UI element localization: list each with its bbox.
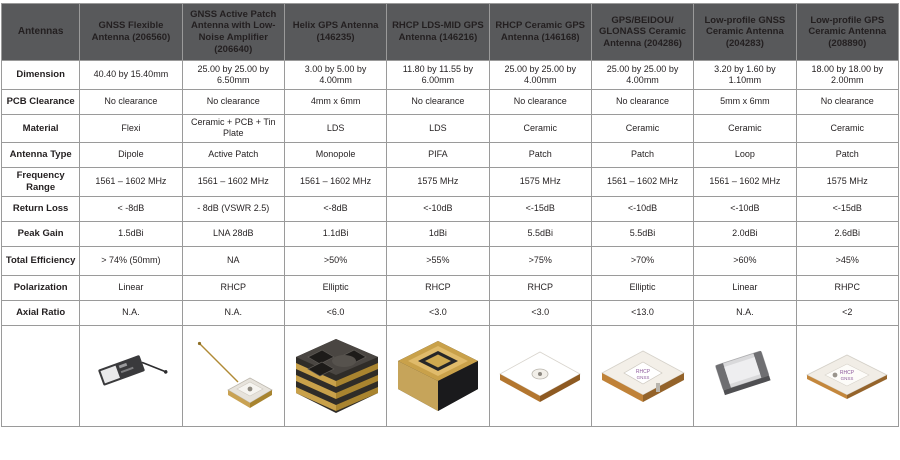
low-profile-ceramic-antenna-photo — [797, 326, 898, 426]
cell-product-image-4 — [387, 325, 489, 426]
cell-material-1: Flexi — [80, 115, 182, 143]
cell-frequency-range-7: 1561 – 1602 MHz — [694, 167, 796, 196]
cell-peak-gain-2: LNA 28dB — [182, 221, 284, 246]
cell-polarization-3: Elliptic — [284, 275, 386, 300]
cell-axial-ratio-5: <3.0 — [489, 300, 591, 325]
cell-product-image-3 — [284, 325, 386, 426]
cell-polarization-2: RHCP — [182, 275, 284, 300]
cell-return-loss-2: - 8dB (VSWR 2.5) — [182, 196, 284, 221]
row-label-product-image — [2, 325, 80, 426]
cell-material-6: Ceramic — [591, 115, 693, 143]
table-row — [2, 167, 899, 196]
active-patch-antenna-photo — [183, 326, 284, 426]
cell-antenna-type-2: Active Patch — [182, 142, 284, 167]
table-row — [2, 275, 899, 300]
row-label-frequency-range: Frequency Range — [2, 167, 80, 196]
cell-axial-ratio-1: N.A. — [80, 300, 182, 325]
cell-material-8: Ceramic — [796, 115, 898, 143]
cell-return-loss-5: <-15dB — [489, 196, 591, 221]
cell-product-image-7 — [694, 325, 796, 426]
cell-frequency-range-2: 1561 – 1602 MHz — [182, 167, 284, 196]
cell-polarization-6: Elliptic — [591, 275, 693, 300]
cell-frequency-range-5: 1575 MHz — [489, 167, 591, 196]
cell-frequency-range-4: 1575 MHz — [387, 167, 489, 196]
cell-peak-gain-8: 2.6dBi — [796, 221, 898, 246]
cell-dimension-1: 40.40 by 15.40mm — [80, 61, 182, 90]
cell-axial-ratio-3: <6.0 — [284, 300, 386, 325]
cell-product-image-8 — [796, 325, 898, 426]
column-header-4: RHCP LDS-MID GPS Antenna (146216) — [387, 4, 489, 61]
cell-pcb-clearance-8: No clearance — [796, 90, 898, 115]
table-row-product-images — [2, 325, 899, 426]
low-profile-chip-antenna-photo — [694, 326, 795, 426]
cell-dimension-2: 25.00 by 25.00 by 6.50mm — [182, 61, 284, 90]
cell-peak-gain-4: 1dBi — [387, 221, 489, 246]
table-row — [2, 221, 899, 246]
svg-text:GNSS: GNSS — [636, 374, 649, 380]
table-body — [2, 61, 899, 427]
cell-pcb-clearance-4: No clearance — [387, 90, 489, 115]
cell-antenna-type-1: Dipole — [80, 142, 182, 167]
table-row — [2, 246, 899, 275]
antenna-comparison-table — [1, 3, 899, 427]
cell-polarization-8: RHPC — [796, 275, 898, 300]
ceramic-patch-antenna-photo — [490, 326, 591, 426]
cell-product-image-2 — [182, 325, 284, 426]
header-corner-label: Antennas — [2, 4, 80, 61]
cell-axial-ratio-8: <2 — [796, 300, 898, 325]
cell-pcb-clearance-5: No clearance — [489, 90, 591, 115]
gnss-ceramic-patch-antenna-photo — [592, 326, 693, 426]
cell-polarization-7: Linear — [694, 275, 796, 300]
cell-axial-ratio-6: <13.0 — [591, 300, 693, 325]
cell-polarization-1: Linear — [80, 275, 182, 300]
column-header-7: Low-profile GNSS Ceramic Antenna (204283) — [694, 4, 796, 61]
cell-pcb-clearance-6: No clearance — [591, 90, 693, 115]
cell-antenna-type-6: Patch — [591, 142, 693, 167]
cell-dimension-6: 25.00 by 25.00 by 4.00mm — [591, 61, 693, 90]
row-label-dimension: Dimension — [2, 61, 80, 90]
svg-text:GNSS: GNSS — [840, 375, 854, 381]
svg-text:RHCP: RHCP — [635, 368, 650, 375]
cell-peak-gain-3: 1.1dBi — [284, 221, 386, 246]
cell-antenna-type-4: PIFA — [387, 142, 489, 167]
row-label-material: Material — [2, 115, 80, 143]
cell-pcb-clearance-2: No clearance — [182, 90, 284, 115]
cell-total-efficiency-1: > 74% (50mm) — [80, 246, 182, 275]
column-header-2: GNSS Active Patch Antenna with Low-Noise Amplifier (206640) — [182, 4, 284, 61]
cell-material-5: Ceramic — [489, 115, 591, 143]
cell-total-efficiency-8: >45% — [796, 246, 898, 275]
cell-peak-gain-5: 5.5dBi — [489, 221, 591, 246]
flexible-antenna-photo — [80, 326, 181, 426]
cell-material-3: LDS — [284, 115, 386, 143]
cell-frequency-range-8: 1575 MHz — [796, 167, 898, 196]
cell-antenna-type-8: Patch — [796, 142, 898, 167]
column-header-5: RHCP Ceramic GPS Antenna (146168) — [489, 4, 591, 61]
row-label-peak-gain: Peak Gain — [2, 221, 80, 246]
row-label-antenna-type: Antenna Type — [2, 142, 80, 167]
cell-peak-gain-6: 5.5dBi — [591, 221, 693, 246]
helix-antenna-photo — [285, 326, 386, 426]
cell-total-efficiency-3: >50% — [284, 246, 386, 275]
cell-product-image-6 — [591, 325, 693, 426]
cell-polarization-4: RHCP — [387, 275, 489, 300]
row-label-polarization: Polarization — [2, 275, 80, 300]
cell-dimension-3: 3.00 by 5.00 by 4.00mm — [284, 61, 386, 90]
cell-antenna-type-5: Patch — [489, 142, 591, 167]
cell-antenna-type-7: Loop — [694, 142, 796, 167]
cell-material-2: Ceramic + PCB + Tin Plate — [182, 115, 284, 143]
cell-return-loss-3: <-8dB — [284, 196, 386, 221]
column-header-6: GPS/BEIDOU/ GLONASS Ceramic Antenna (204286) — [591, 4, 693, 61]
cell-product-image-1 — [80, 325, 182, 426]
cell-pcb-clearance-1: No clearance — [80, 90, 182, 115]
column-header-8: Low-profile GPS Ceramic Antenna (208890) — [796, 4, 898, 61]
cell-return-loss-6: <-10dB — [591, 196, 693, 221]
row-label-axial-ratio: Axial Ratio — [2, 300, 80, 325]
cell-dimension-4: 11.80 by 11.55 by 6.00mm — [387, 61, 489, 90]
table-row — [2, 196, 899, 221]
cell-return-loss-4: <-10dB — [387, 196, 489, 221]
cell-total-efficiency-2: NA — [182, 246, 284, 275]
cell-product-image-5 — [489, 325, 591, 426]
cell-return-loss-7: <-10dB — [694, 196, 796, 221]
cell-frequency-range-6: 1561 – 1602 MHz — [591, 167, 693, 196]
antenna-comparison-sheet — [0, 3, 900, 460]
row-label-return-loss: Return Loss — [2, 196, 80, 221]
cell-antenna-type-3: Monopole — [284, 142, 386, 167]
cell-pcb-clearance-7: 5mm x 6mm — [694, 90, 796, 115]
cell-axial-ratio-4: <3.0 — [387, 300, 489, 325]
cell-total-efficiency-7: >60% — [694, 246, 796, 275]
header-row — [2, 4, 899, 61]
row-label-total-efficiency: Total Efficiency — [2, 246, 80, 275]
table-row — [2, 61, 899, 90]
table-row — [2, 142, 899, 167]
cell-total-efficiency-4: >55% — [387, 246, 489, 275]
cell-material-7: Ceramic — [694, 115, 796, 143]
svg-text:RHCP: RHCP — [840, 369, 855, 376]
cell-axial-ratio-2: N.A. — [182, 300, 284, 325]
cell-peak-gain-7: 2.0dBi — [694, 221, 796, 246]
table-header — [2, 4, 899, 61]
cell-frequency-range-3: 1561 – 1602 MHz — [284, 167, 386, 196]
lds-mid-antenna-photo — [387, 326, 488, 426]
cell-peak-gain-1: 1.5dBi — [80, 221, 182, 246]
table-row — [2, 300, 899, 325]
table-row — [2, 115, 899, 143]
column-header-3: Helix GPS Antenna (146235) — [284, 4, 386, 61]
cell-dimension-5: 25.00 by 25.00 by 4.00mm — [489, 61, 591, 90]
row-label-pcb-clearance: PCB Clearance — [2, 90, 80, 115]
cell-axial-ratio-7: N.A. — [694, 300, 796, 325]
cell-total-efficiency-6: >70% — [591, 246, 693, 275]
cell-dimension-8: 18.00 by 18.00 by 2.00mm — [796, 61, 898, 90]
cell-return-loss-1: < -8dB — [80, 196, 182, 221]
cell-dimension-7: 3.20 by 1.60 by 1.10mm — [694, 61, 796, 90]
cell-total-efficiency-5: >75% — [489, 246, 591, 275]
cell-material-4: LDS — [387, 115, 489, 143]
table-row — [2, 90, 899, 115]
cell-return-loss-8: <-15dB — [796, 196, 898, 221]
cell-polarization-5: RHCP — [489, 275, 591, 300]
cell-pcb-clearance-3: 4mm x 6mm — [284, 90, 386, 115]
cell-frequency-range-1: 1561 – 1602 MHz — [80, 167, 182, 196]
column-header-1: GNSS Flexible Antenna (206560) — [80, 4, 182, 61]
